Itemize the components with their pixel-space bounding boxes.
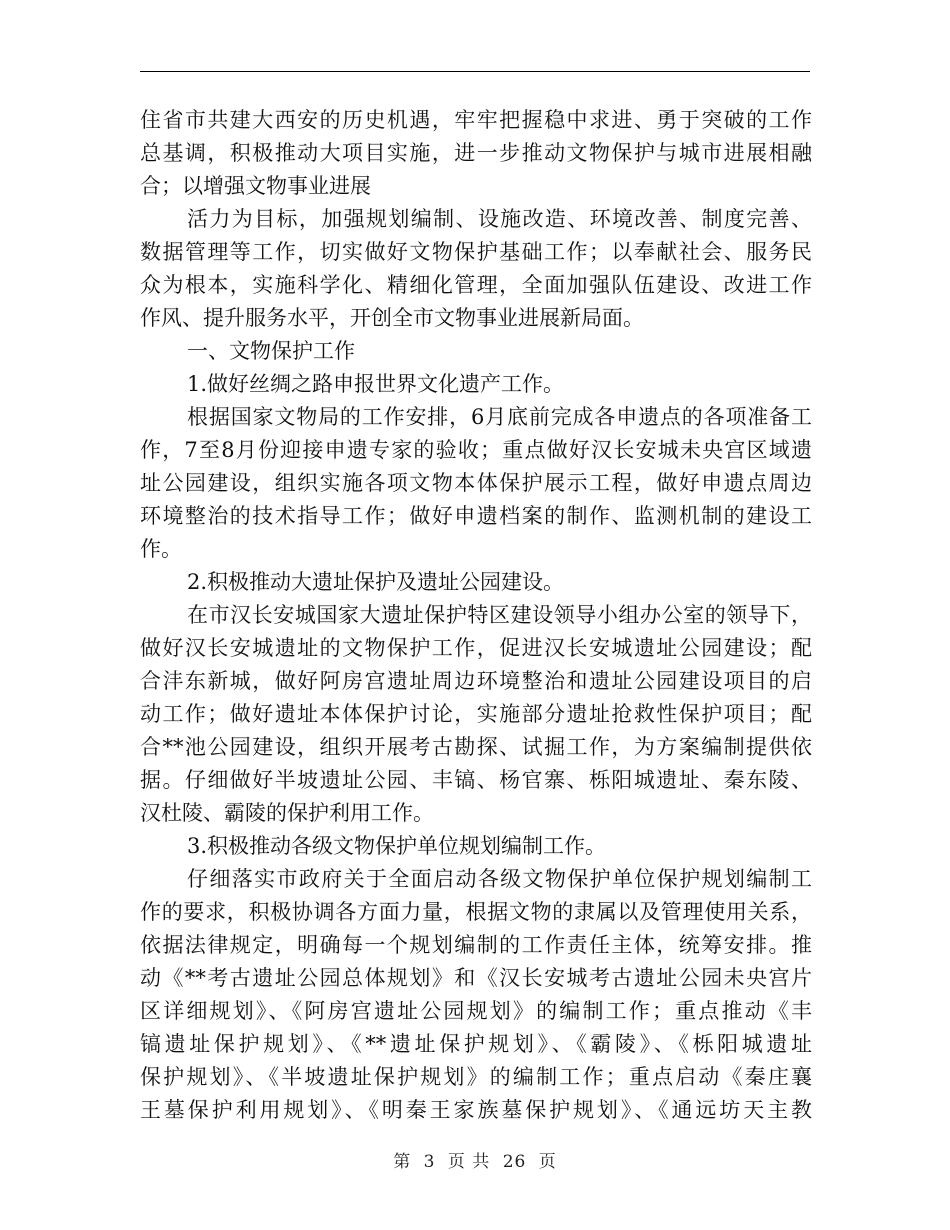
text-line: 区详细规划》、《阿房宫遗址公园规划》的编制工作；重点推动《丰 bbox=[140, 999, 812, 1023]
text-line: 做好汉长安城遗址的文物保护工作，促进汉长安城遗址公园建设；配 bbox=[140, 636, 812, 660]
page-footer bbox=[0, 1150, 950, 1174]
text-line: 2.积极推动大遗址保护及遗址公园建设。 bbox=[187, 570, 565, 594]
text-line: 动工作；做好遗址本体保护讨论，实施部分遗址抢救性保护项目；配 bbox=[140, 702, 812, 726]
text-line: 数据管理等工作，切实做好文物保护基础工作；以奉献社会、服务民 bbox=[140, 240, 812, 264]
text-line: 址公园建设，组织实施各项文物本体保护展示工程，做好申遗点周边 bbox=[140, 471, 812, 495]
text-line: 环境整治的技术指导工作；做好申遗档案的制作、监测机制的建设工 bbox=[140, 504, 812, 528]
text-line: 作。 bbox=[140, 537, 182, 561]
text-line: 镐遗址保护规划》、《**遗址保护规划》、《霸陵》、《栎阳城遗址 bbox=[140, 1032, 812, 1056]
footer-prefix: 第 bbox=[393, 1152, 412, 1172]
header-rule bbox=[140, 71, 810, 72]
text-line: 仔细落实市政府关于全面启动各级文物保护单位保护规划编制工 bbox=[187, 867, 812, 891]
text-line: 作的要求，积极协调各方面力量，根据文物的隶属以及管理使用关系， bbox=[140, 900, 812, 924]
text-line: 汉杜陵、霸陵的保护利用工作。 bbox=[140, 801, 434, 825]
footer-suffix: 页 bbox=[538, 1152, 557, 1172]
text-line: 动《**考古遗址公园总体规划》和《汉长安城考古遗址公园未央宫片 bbox=[140, 966, 812, 990]
text-line: 合沣东新城，做好阿房宫遗址周边环境整治和遗址公园建设项目的启 bbox=[140, 669, 812, 693]
text-line: 作，7至8月份迎接申遗专家的验收；重点做好汉长安城未央宫区域遗 bbox=[140, 438, 812, 462]
text-line: 总基调，积极推动大项目实施，进一步推动文物保护与城市进展相融 bbox=[140, 141, 812, 165]
document-body bbox=[140, 104, 812, 1127]
text-line: 1.做好丝绸之路申报世界文化遗产工作。 bbox=[187, 372, 565, 396]
footer-total-pages: 26 bbox=[502, 1152, 527, 1172]
text-line: 3.积极推动各级文物保护单位规划编制工作。 bbox=[187, 834, 607, 858]
text-line: 据。仔细做好半坡遗址公园、丰镐、杨官寨、栎阳城遗址、秦东陵、 bbox=[140, 768, 812, 792]
footer-page-number: 3 bbox=[423, 1152, 436, 1172]
text-line: 依据法律规定，明确每一个规划编制的工作责任主体，统筹安排。推 bbox=[140, 933, 812, 957]
text-line: 合；以增强文物事业进展 bbox=[140, 174, 371, 198]
text-line: 住省市共建大西安的历史机遇，牢牢把握稳中求进、勇于突破的工作 bbox=[140, 108, 812, 132]
text-line: 王墓保护利用规划》、《明秦王家族墓保护规划》、《通远坊天主教 bbox=[140, 1098, 812, 1122]
text-line: 保护规划》、《半坡遗址保护规划》的编制工作；重点启动《秦庄襄 bbox=[140, 1065, 812, 1089]
text-line: 根据国家文物局的工作安排，6月底前完成各申遗点的各项准备工 bbox=[187, 405, 812, 429]
text-line: 作风、提升服务水平，开创全市文物事业进展新局面。 bbox=[140, 306, 644, 330]
text-line: 在市汉长安城国家大遗址保护特区建设领导小组办公室的领导下， bbox=[187, 603, 812, 627]
text-line: 一、文物保护工作 bbox=[187, 339, 355, 363]
footer-middle: 页 共 bbox=[447, 1152, 491, 1172]
text-line: 合**池公园建设，组织开展考古勘探、试掘工作，为方案编制提供依 bbox=[140, 735, 812, 759]
text-line: 众为根本，实施科学化、精细化管理，全面加强队伍建设、改进工作 bbox=[140, 273, 812, 297]
text-line: 活力为目标，加强规划编制、设施改造、环境改善、制度完善、 bbox=[187, 207, 812, 231]
